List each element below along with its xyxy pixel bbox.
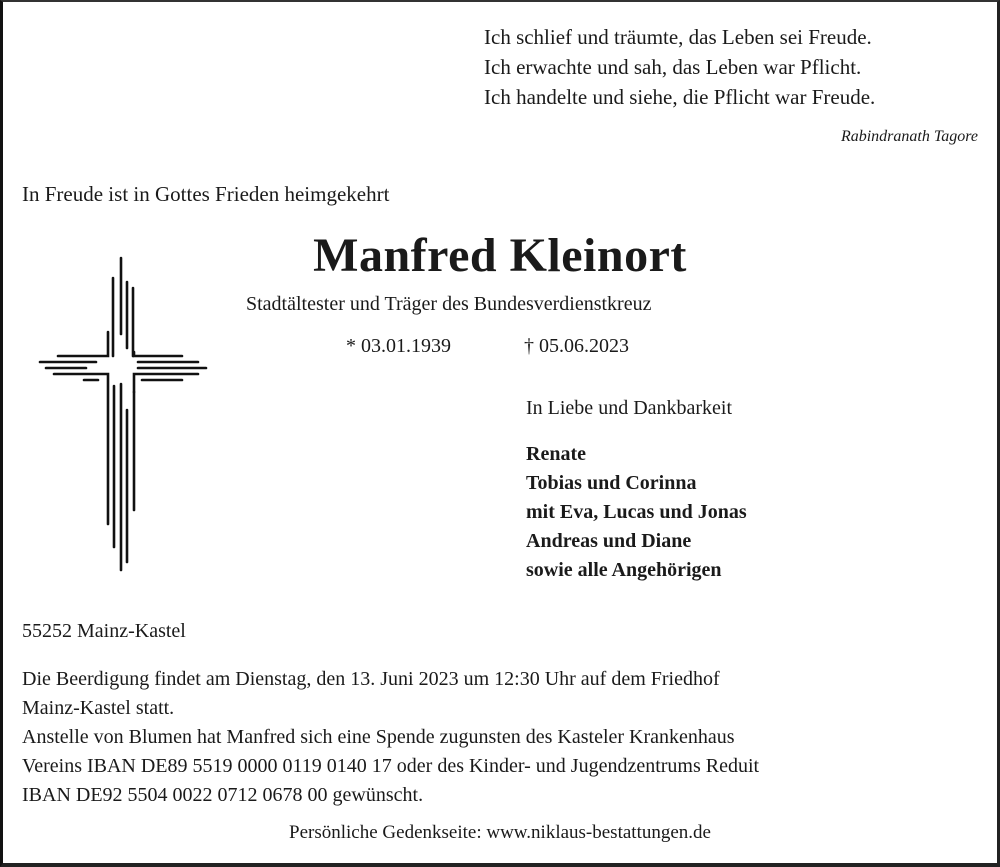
mourners-list [526, 440, 747, 585]
notice-line: IBAN DE92 5504 0022 0712 0678 00 gewünscht. [22, 784, 424, 806]
deceased-title: Stadtältester und Träger des Bundesverdienstkreuz [246, 293, 652, 315]
mourner-name: Tobias und Corinna [526, 472, 697, 494]
funeral-notice [22, 665, 759, 810]
mourner-name: mit Eva, Lucas und Jonas [526, 501, 747, 523]
mourner-name: sowie alle Angehörigen [526, 559, 722, 581]
poem-line: Ich erwachte und sah, das Leben war Pflicht. [484, 55, 862, 79]
poem-line: Ich handelte und siehe, die Pflicht war Freude. [484, 85, 876, 109]
notice-line: Die Beerdigung findet am Dienstag, den 13. Juni 2023 um 12:30 Uhr auf dem Friedhof [22, 668, 720, 690]
death-date: † 05.06.2023 [524, 335, 629, 357]
poem-author: Rabindranath Tagore [840, 128, 978, 145]
mourners-intro: In Liebe und Dankbarkeit [526, 397, 733, 419]
poem [484, 22, 875, 112]
deceased-name: Manfred Kleinort [313, 229, 687, 282]
notice-line: Vereins IBAN DE89 5519 0000 0119 0140 17 oder des Kinder- und Jugendzentrums Reduit [22, 755, 760, 777]
poem-line: Ich schlief und träumte, das Leben sei Freude. [484, 25, 872, 49]
memorial-website: Persönliche Gedenkseite: www.niklaus-bestattungen.de [289, 822, 711, 843]
cross-icon [38, 252, 210, 572]
notice-line: Anstelle von Blumen hat Manfred sich eine Spende zugunsten des Kasteler Krankenhaus [22, 726, 735, 748]
mourner-name: Renate [526, 443, 586, 465]
notice-line: Mainz-Kastel statt. [22, 697, 175, 719]
birth-date: * 03.01.1939 [346, 335, 451, 357]
mourner-name: Andreas und Diane [526, 530, 692, 552]
intro-text: In Freude ist in Gottes Frieden heimgekehrt [22, 182, 390, 206]
place: 55252 Mainz-Kastel [22, 620, 186, 642]
